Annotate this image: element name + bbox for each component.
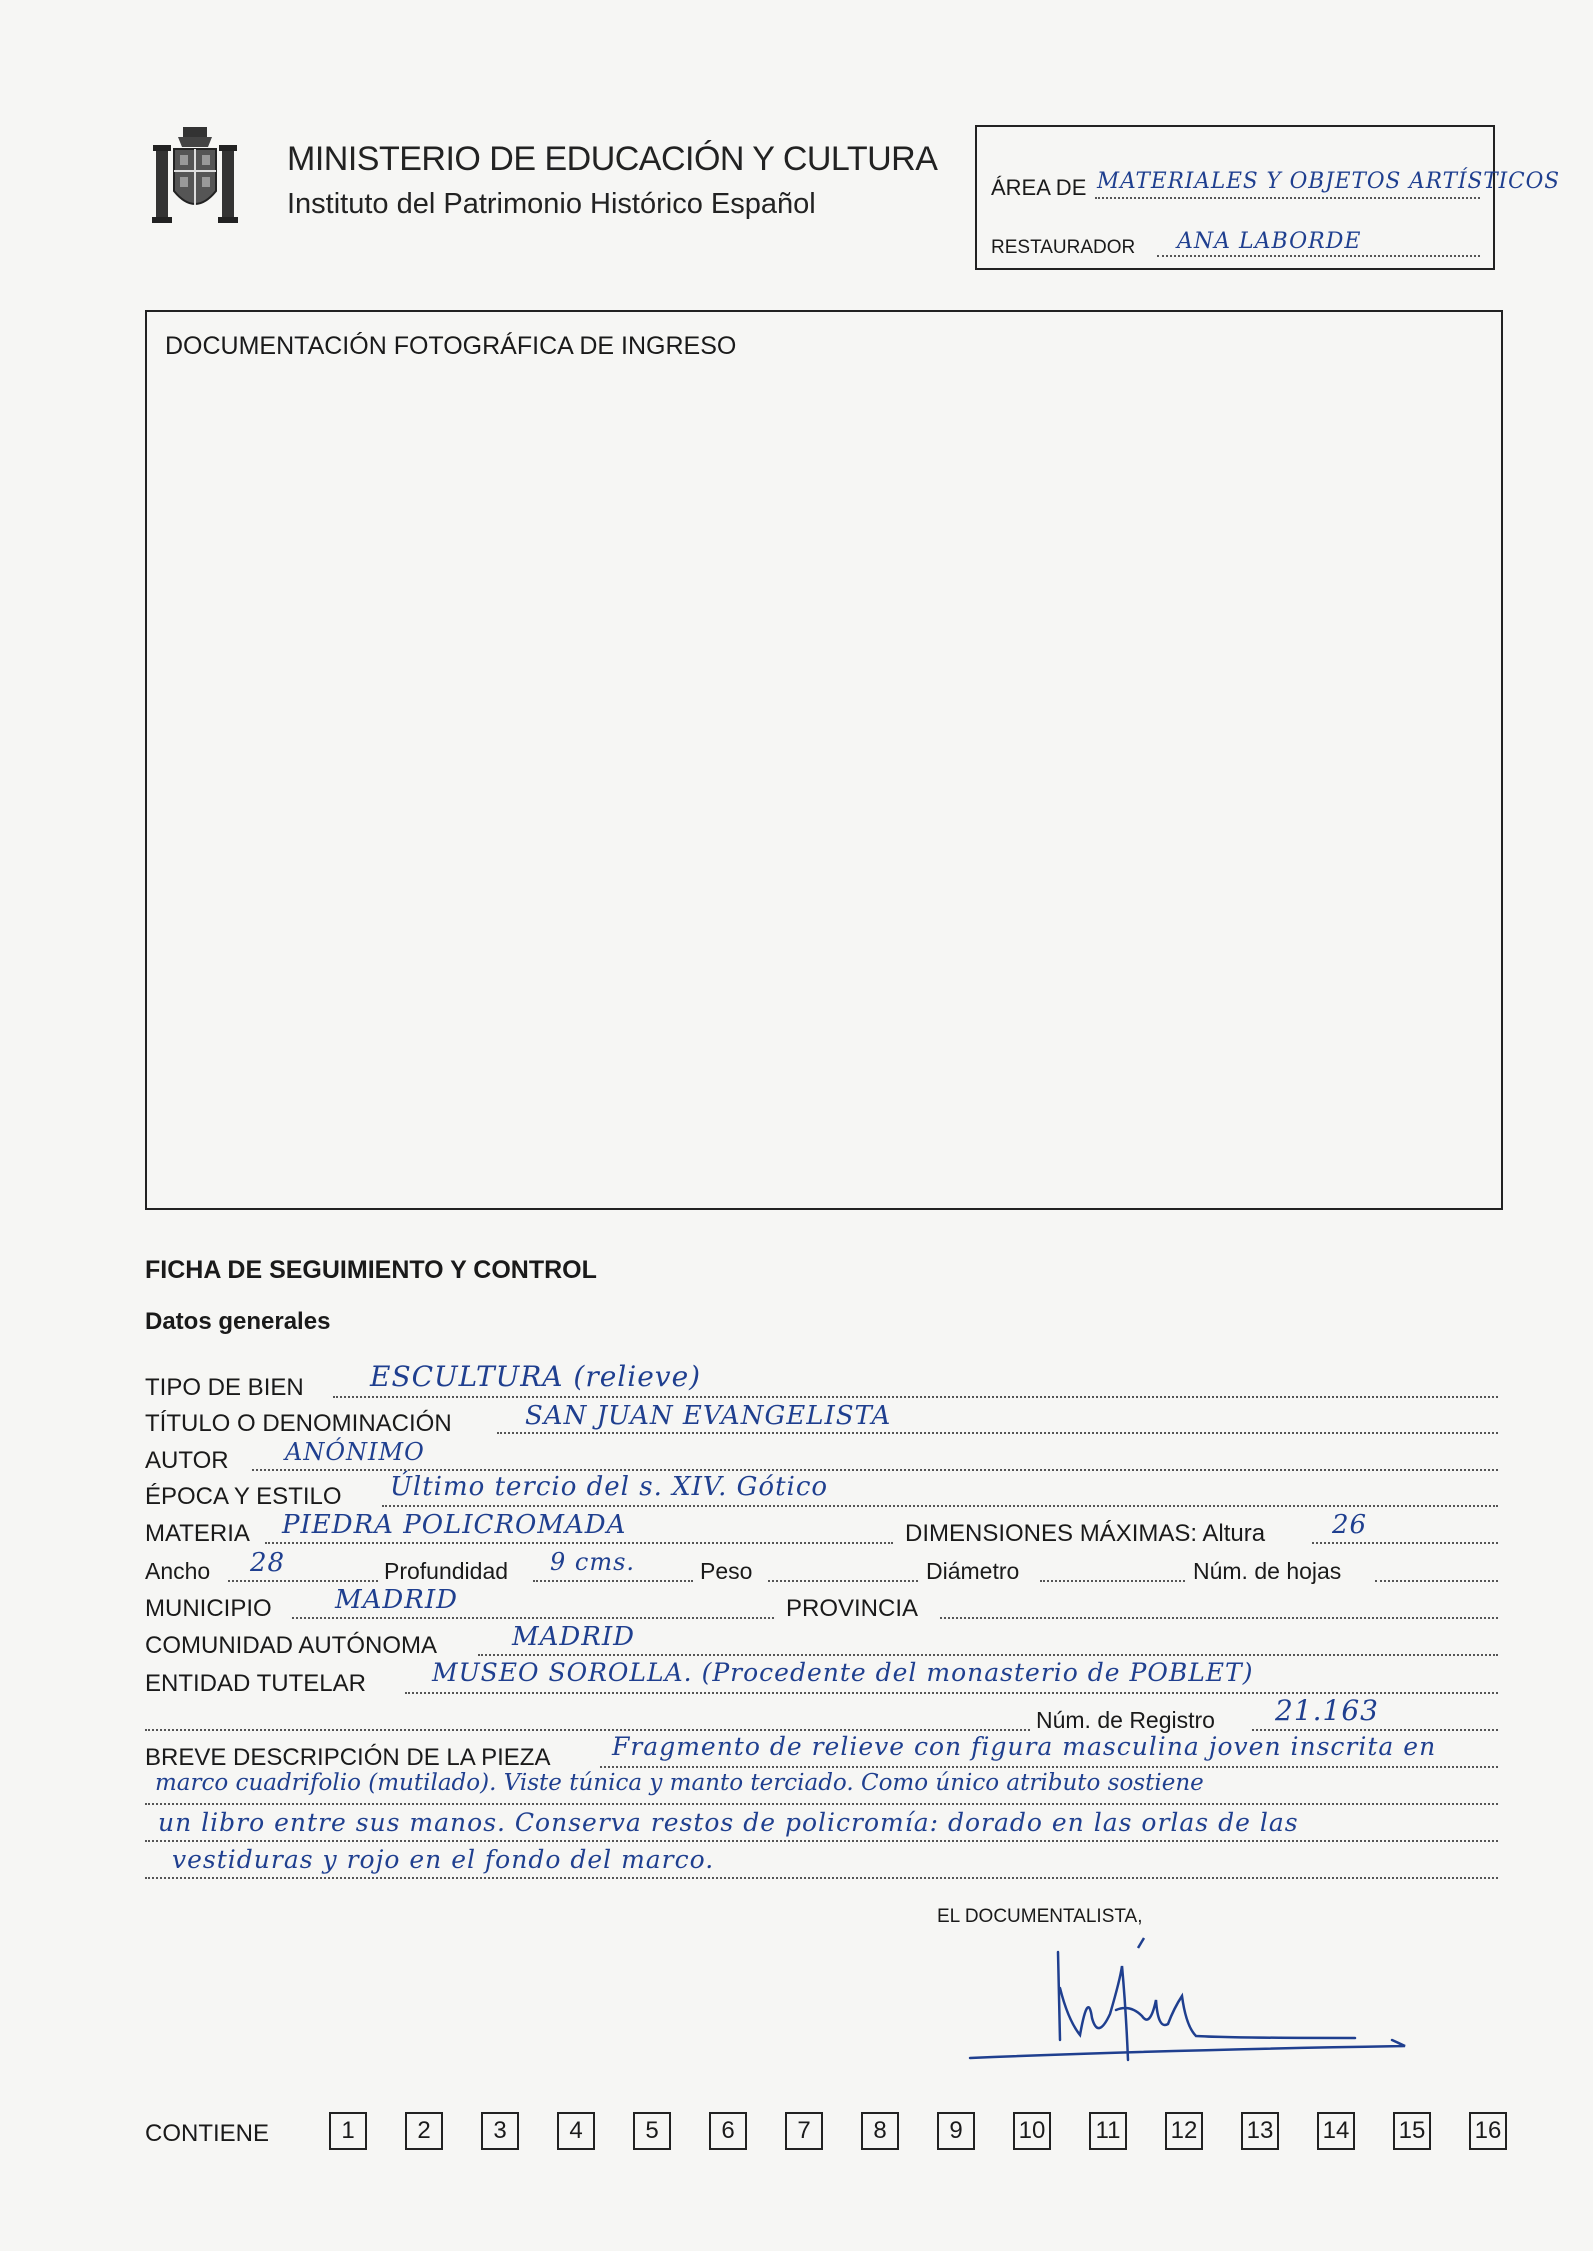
contiene-box[interactable]: 14 — [1317, 2112, 1355, 2150]
tipo-label: TIPO DE BIEN — [145, 1374, 304, 1401]
comunidad-value: MADRID — [512, 1622, 635, 1652]
comunidad-label: COMUNIDAD AUTÓNOMA — [145, 1632, 438, 1659]
materia-value: PIEDRA POLICROMADA — [282, 1510, 627, 1540]
tipo-value: ESCULTURA (relieve) — [370, 1360, 702, 1393]
descripcion-label: BREVE DESCRIPCIÓN DE LA PIEZA — [145, 1744, 551, 1771]
profundidad-value: 9 cms. — [550, 1548, 636, 1576]
contiene-box[interactable]: 11 — [1089, 2112, 1127, 2150]
contiene-box[interactable]: 2 — [405, 2112, 443, 2150]
restaurador-label: RESTAURADOR — [991, 237, 1136, 258]
contiene-box[interactable]: 13 — [1241, 2112, 1279, 2150]
restaurador-value: ANA LABORDE — [1177, 229, 1362, 254]
contiene-label: CONTIENE — [145, 2120, 270, 2147]
contiene-box[interactable]: 7 — [785, 2112, 823, 2150]
spanish-coat-of-arms-icon — [150, 125, 240, 225]
area-value: MATERIALES Y OBJETOS ARTÍSTICOS — [1097, 169, 1561, 194]
dimensiones-label: DIMENSIONES MÁXIMAS: Altura — [905, 1520, 1266, 1547]
municipio-value: MADRID — [335, 1585, 458, 1615]
epoca-label: ÉPOCA Y ESTILO — [145, 1483, 342, 1510]
ancho-value: 28 — [250, 1548, 286, 1578]
contiene-box[interactable]: 4 — [557, 2112, 595, 2150]
hojas-label: Núm. de hojas — [1193, 1558, 1342, 1584]
peso-label: Peso — [700, 1558, 753, 1584]
photo-section-title: DOCUMENTACIÓN FOTOGRÁFICA DE INGRESO — [165, 332, 737, 360]
altura-value: 26 — [1332, 1510, 1368, 1540]
autor-value: ANÓNIMO — [285, 1438, 425, 1466]
ficha-title: FICHA DE SEGUIMIENTO Y CONTROL — [145, 1256, 597, 1284]
contiene-box[interactable]: 3 — [481, 2112, 519, 2150]
contiene-box[interactable]: 5 — [633, 2112, 671, 2150]
materia-label: MATERIA — [145, 1520, 250, 1547]
titulo-label: TÍTULO O DENOMINACIÓN — [145, 1410, 452, 1437]
provincia-label: PROVINCIA — [786, 1595, 919, 1622]
contiene-box[interactable]: 6 — [709, 2112, 747, 2150]
diametro-label: Diámetro — [926, 1558, 1020, 1584]
photo-documentation-box — [145, 310, 1503, 1210]
contiene-box[interactable]: 8 — [861, 2112, 899, 2150]
area-box — [975, 125, 1561, 270]
autor-label: AUTOR — [145, 1447, 229, 1474]
titulo-value: SAN JUAN EVANGELISTA — [525, 1401, 892, 1431]
ancho-label: Ancho — [145, 1558, 211, 1584]
entidad-label: ENTIDAD TUTELAR — [145, 1670, 366, 1697]
contiene-box[interactable]: 1 — [329, 2112, 367, 2150]
municipio-label: MUNICIPIO — [145, 1595, 272, 1622]
contiene-box[interactable]: 12 — [1165, 2112, 1203, 2150]
contiene-box[interactable]: 10 — [1013, 2112, 1051, 2150]
contiene-box[interactable]: 9 — [937, 2112, 975, 2150]
documentalist-signature — [960, 1930, 1420, 2080]
registro-value: 21.163 — [1275, 1694, 1379, 1727]
ministry-name: MINISTERIO DE EDUCACIÓN Y CULTURA — [287, 140, 938, 178]
institute-name: Instituto del Patrimonio Histórico Español — [287, 188, 816, 220]
descripcion-line: vestiduras y rojo en el fondo del marco. — [172, 1845, 715, 1874]
descripcion-line: Fragmento de relieve con figura masculina joven inscrita en — [612, 1732, 1437, 1761]
contiene-box[interactable]: 15 — [1393, 2112, 1431, 2150]
contiene-box[interactable]: 16 — [1469, 2112, 1507, 2150]
ficha-subtitle: Datos generales — [145, 1308, 331, 1335]
entidad-value: MUSEO SOROLLA. (Procedente del monasterio de POBLET) — [432, 1658, 1254, 1687]
descripcion-line: marco cuadrifolio (mutilado). Viste túnica y manto terciado. Como único atributo sostiene — [155, 1770, 1204, 1796]
epoca-value: Último tercio del s. XIV. Gótico — [390, 1472, 829, 1502]
profundidad-label: Profundidad — [384, 1558, 509, 1584]
area-label: ÁREA DE — [991, 175, 1087, 200]
documentalista-label: EL DOCUMENTALISTA, — [937, 1906, 1143, 1927]
descripcion-line: un libro entre sus manos. Conserva restos de policromía: dorado en las orlas de las — [158, 1808, 1299, 1837]
registro-label: Núm. de Registro — [1036, 1707, 1215, 1733]
